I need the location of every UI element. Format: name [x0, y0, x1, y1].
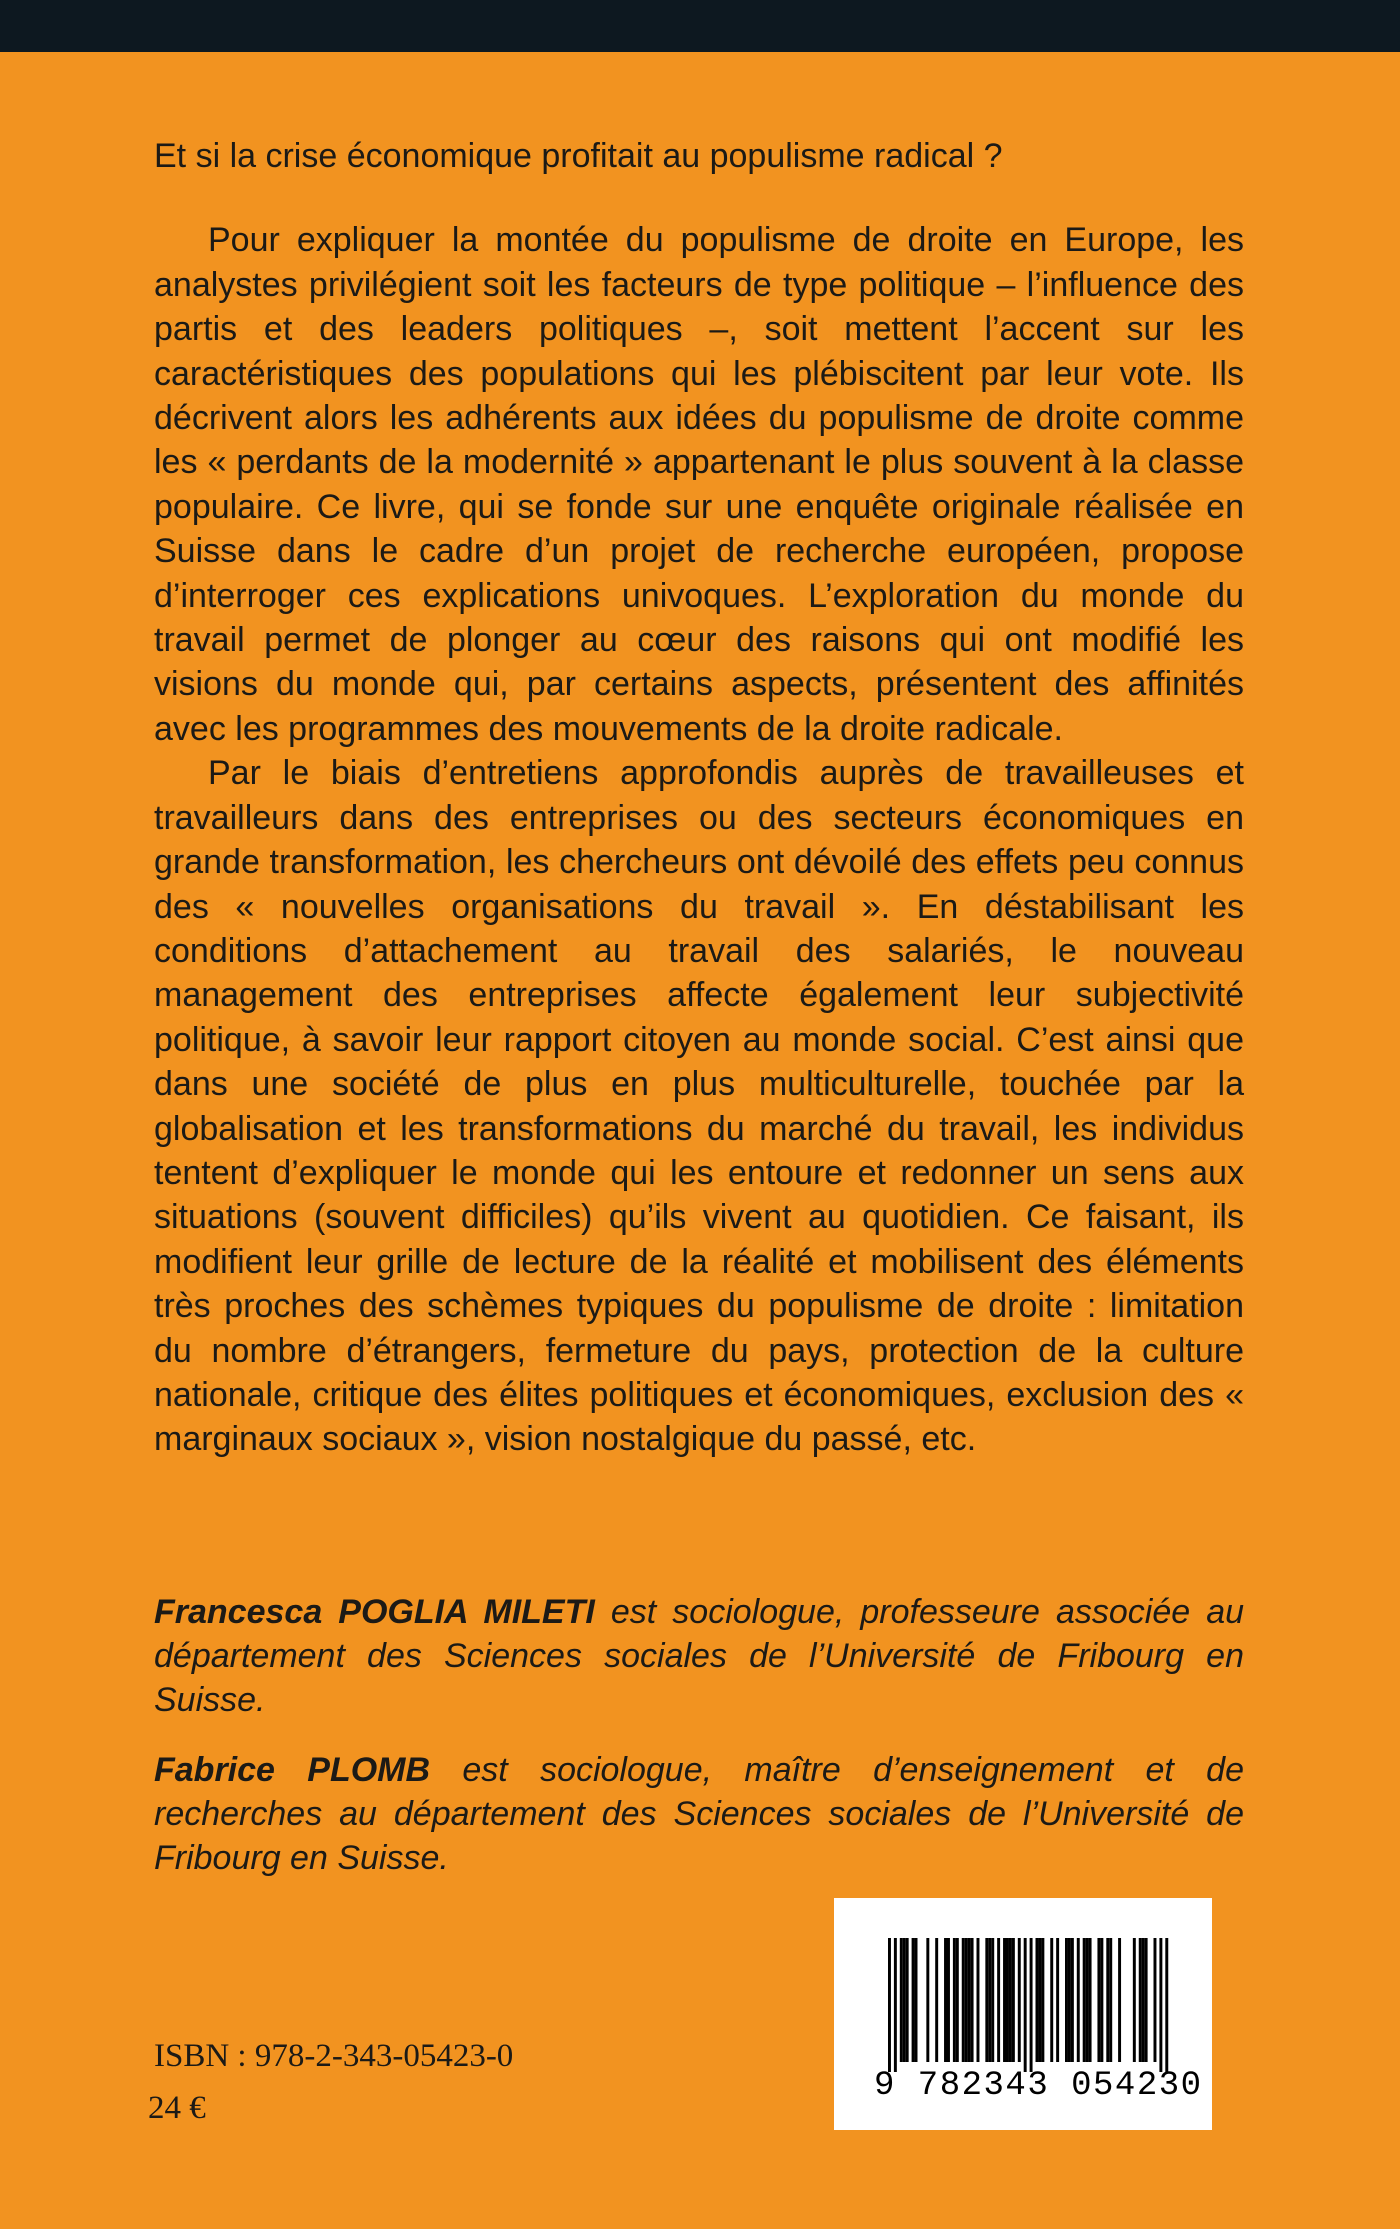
barcode-bar [1050, 1938, 1053, 2062]
barcode-bar [1165, 1938, 1168, 2072]
barcode-bar [894, 1938, 897, 2072]
barcode-bar [1024, 1938, 1027, 2072]
barcode-bar [915, 1938, 918, 2062]
author-name-2: Fabrice PLOMB [154, 1751, 431, 1789]
blurb-paragraph-2: Par le biais d’entretiens approfondis auprès de travailleuses et travailleurs dans des entreprises ou des secteurs économiques en grande transformation, les chercheurs ont dévoilé des effets peu connus des « nouvelles organisations du travail ». En déstabilisant les conditions d’attachement au travail des salariés, le nouveau management des entreprises affecte également leur subjectivité politique, à savoir leur rapport citoyen au monde social. C’est ainsi que dans une société de plus en plus multiculturelle, touchée par la globalisation et les transformations du marché du travail, les individus tentent d’expliquer le monde qui les entoure et redonner un sens aux situations (souvent difficiles) qu’ils vivent au quotidien. Ce faisant, ils modifient leur grille de lecture de la réalité et mobilisent des éléments très proches des schèmes typiques du populisme de droite : limitation du nombre d’étrangers, fermeture du pays, protection de la culture nationale, critique des élites politiques et économiques, exclusion des « marginaux sociaux », vision nostalgique du passé, etc. [154, 754, 1244, 1459]
barcode [834, 1898, 1212, 2130]
barcode-bar [1089, 1938, 1092, 2062]
barcode-bar [985, 1938, 988, 2062]
author-bio-1 [154, 1590, 1244, 1722]
barcode-bar [965, 1938, 968, 2062]
barcode-bar [1154, 1938, 1157, 2062]
barcode-bar [977, 1938, 980, 2062]
barcode-bar [935, 1938, 938, 2062]
barcode-digits: 9 782343 054230 [874, 2067, 1203, 2105]
barcode-bar [1068, 1938, 1071, 2062]
barcode-bar [1133, 1938, 1136, 2062]
barcode-bar [997, 1938, 1000, 2062]
barcode-bar [1071, 1938, 1074, 2062]
barcode-bar [1159, 1938, 1162, 2072]
barcode-bar [1006, 1938, 1009, 2062]
author-bio-text-1: est sociologue, professeure associée au département des Sciences sociales de l’Université de Fribourg en Suisse. [154, 1593, 1245, 1719]
barcode-bar [956, 1938, 959, 2062]
back-cover-blurb [154, 134, 1244, 1462]
barcode-bar [947, 1938, 950, 2062]
barcode-bar [1077, 1938, 1080, 2062]
barcode-bar [1118, 1938, 1121, 2062]
top-dark-band [0, 0, 1400, 52]
barcode-bar [1100, 1938, 1103, 2062]
barcode-bar [1145, 1938, 1148, 2062]
barcode-bar [1083, 1938, 1086, 2062]
barcode-bar [1003, 1938, 1006, 2062]
barcode-bar [968, 1938, 971, 2062]
barcode-bar [1041, 1938, 1044, 2062]
barcode-bar [926, 1938, 929, 2062]
isbn-label: ISBN : 978-2-343-05423-0 [154, 2038, 514, 2074]
tagline: Et si la crise économique profitait au populisme radical ? [154, 137, 1003, 175]
barcode-bar [1036, 1938, 1039, 2062]
price-label: 24 € [148, 2090, 206, 2126]
barcode-bar [1106, 1938, 1109, 2062]
author-bio-text-2: est sociologue, maître d’enseignement et de recherches au département des Sciences sociales de l’Université de Fribourg en Suisse. [154, 1751, 1244, 1877]
barcode-bar [888, 1938, 891, 2072]
barcode-bar [991, 1938, 994, 2062]
barcode-bar [1056, 1938, 1059, 2062]
barcode-bar [953, 1938, 956, 2062]
blurb-paragraph-1: Pour expliquer la montée du populisme de droite en Europe, les analystes privilégient soit les facteurs de type politique – l’influence des partis et des leaders politiques –, soit mettent l’accent sur les caractéristiques des populations qui les plébiscitent par leur vote. Ils décrivent alors les adhérents aux idées du populisme de droite comme les « perdants de la modernité » appartenant le plus souvent à la classe populaire. Ce livre, qui se fonde sur une enquête originale réalisée en Suisse dans le cadre d’un projet de recherche européen, propose d’interroger ces explications univoques. L’exploration du monde du travail permet de plonger au cœur des raisons qui ont modifié les visions du monde qui, par certains aspects, présentent des affinités avec les programmes des mouvements de la droite radicale. [154, 221, 1244, 748]
author-bios [154, 1590, 1244, 1906]
barcode-bar [971, 1938, 974, 2062]
barcode-bar [906, 1938, 909, 2062]
barcode-bar [962, 1938, 965, 2062]
barcode-bar [1009, 1938, 1012, 2062]
barcode-bar [1018, 1938, 1021, 2062]
author-name-1: Francesca POGLIA MILETI [154, 1593, 595, 1631]
barcode-bar [988, 1938, 991, 2062]
barcode-bar [1097, 1938, 1100, 2062]
barcode-bar [1012, 1938, 1015, 2062]
barcode-bar [900, 1938, 903, 2062]
barcode-bar [1139, 1938, 1142, 2062]
barcode-bar [1109, 1938, 1112, 2062]
barcode-bar [1030, 1938, 1033, 2072]
barcode-bar [1065, 1938, 1068, 2062]
barcode-bar [912, 1938, 915, 2062]
barcode-bar [944, 1938, 947, 2062]
author-bio-2 [154, 1748, 1244, 1880]
barcode-bar [903, 1938, 906, 2062]
barcode-bar [1038, 1938, 1041, 2062]
barcode-bar [1086, 1938, 1089, 2062]
barcode-bar [1142, 1938, 1145, 2062]
